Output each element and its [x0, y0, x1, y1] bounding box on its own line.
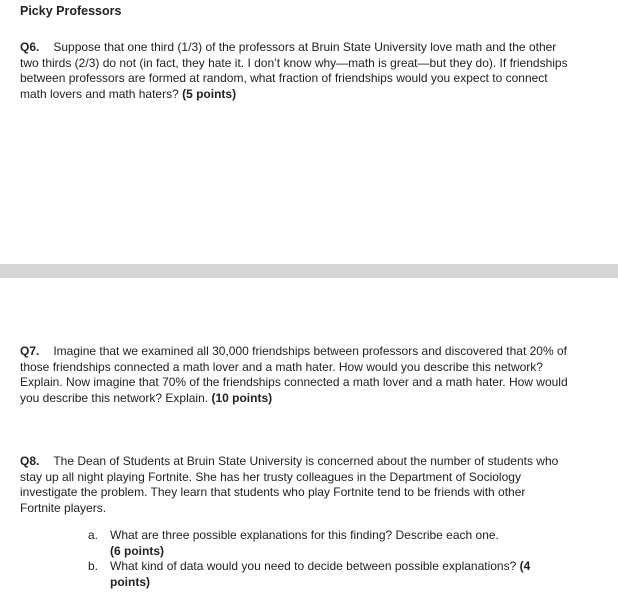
question-6-points: (5 points): [182, 86, 237, 101]
question-8b: [88, 559, 568, 590]
question-6: [20, 40, 568, 102]
question-8a: [88, 528, 568, 559]
question-8a-text: What are three possible explanations for this finding? Describe each one.: [110, 528, 499, 542]
question-8b-text: What kind of data would you need to decide between possible explanations?: [110, 559, 517, 574]
section-divider: [0, 264, 618, 278]
question-7-points: (10 points): [211, 390, 273, 405]
question-6-text: Suppose that one third (1/3) of the professors at Bruin State University love math and the other two thirds (2/3) do not (in fact, they hate it. I don’t know why—math is great—but they do). If friendships between professors are formed at random, what fraction of friendships would you expect to connect math lovers and math haters?: [20, 40, 568, 101]
question-7-text: Imagine that we examined all 30,000 friendships between professors and discovered that 20% of those friendships connected a math lover and a math hater. How would you describe this network? Explain. Now imagine that 70% of the friendships connected a math lover and a math hater. How would you describe this network? Explain.: [20, 344, 568, 405]
question-8b-points: (4 points): [110, 559, 531, 589]
question-7-number: Q7.: [20, 344, 40, 358]
question-8-number: Q8.: [20, 454, 40, 468]
question-8b-letter: b.: [88, 559, 99, 574]
question-8a-points: (6 points): [110, 543, 164, 558]
question-8-subitems: [88, 528, 568, 590]
document-title: Picky Professors: [20, 4, 122, 18]
question-8: [20, 454, 568, 516]
question-6-number: Q6.: [20, 40, 40, 54]
question-8a-letter: a.: [88, 528, 99, 542]
question-8-text: The Dean of Students at Bruin State University is concerned about the number of students who stay up all night playing Fortnite. She has her trusty colleagues in the Department of Sociology investigate the problem. They learn that students who play Fortnite tend to be friends with other Fortnite players.: [20, 454, 559, 515]
question-7: [20, 344, 568, 406]
